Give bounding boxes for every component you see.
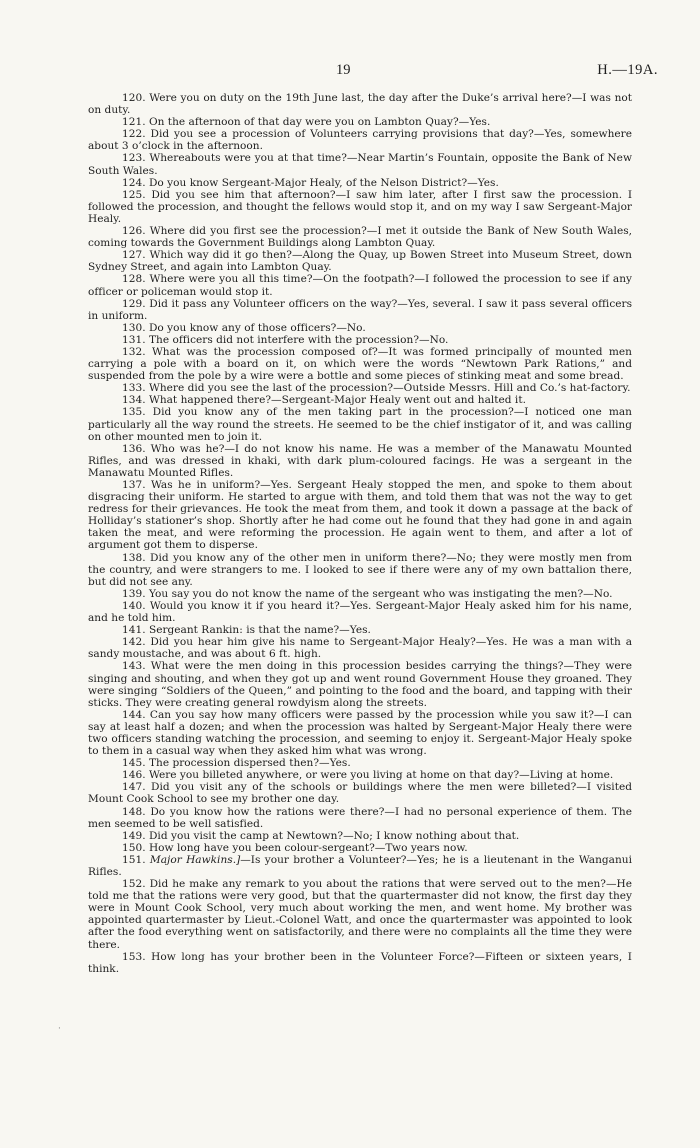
question-number: 148. (122, 805, 146, 818)
question-answer-text: Whereabouts were you at that time?—Near Martin’s Fountain, opposite the Bank of New South Wales. (88, 152, 632, 177)
testimony-entry (88, 322, 632, 334)
testimony-entry (88, 346, 632, 382)
question-number: 151. (122, 853, 146, 866)
question-number: 146. (122, 769, 146, 782)
question-answer-text: Did you know any of the other men in uniform there?—No; they were mostly men from the country, and were strangers to me. I looked to see if there were any of my own battalion there, but did not see any. (88, 551, 633, 588)
question-number: 125. (122, 188, 146, 201)
testimony-entry (88, 382, 632, 394)
question-answer-text: Did you hear him give his name to Sergeant-Major Healy?—Yes. He was a man with a sandy moustache, and was about 6 ft. high. (88, 636, 632, 661)
question-answer-text: Did you visit the camp at Newtown?—No; I know nothing about that. (148, 829, 520, 842)
question-answer-text: Can you say how many officers were passed by the procession while you saw it?—I can say at least half a dozen; and when the procession was halted by Sergeant-Major Healy there were two officers standing watching the procession, and seeming to enjoy it. Sergeant-Major Healy spoke to them in a casual way when they asked him what was wrong. (88, 708, 632, 758)
testimony-entry (88, 878, 632, 951)
question-number: 145. (122, 757, 146, 770)
question-number: 150. (122, 841, 146, 854)
question-answer-text: Do you know any of those officers?—No. (148, 321, 366, 334)
question-answer-text: Do you know Sergeant-Major Healy, of the Nelson District?—Yes. (148, 176, 499, 189)
testimony-entry (88, 781, 632, 805)
question-answer-text: Do you know how the rations were there?—I had no personal experience of them. The men seemed to be well satisfied. (88, 805, 632, 830)
question-number: 143. (122, 660, 146, 673)
testimony-entry (88, 249, 632, 273)
question-answer-text: Was he in uniform?—Yes. Sergeant Healy stopped the men, and spoke to them about disgracing their uniform. He started to argue with them, and told them that was not the way to get redress for their grievances. He took the meat from them, and took it down a passage at the back of Holliday’s stationer’s shop. Shortly after he had come out he found that they had gone in and again taken the meat, and were reforming the procession. He again went to them, and after a lot of argument got them to disperse. (88, 479, 632, 552)
testimony-entry (88, 806, 632, 830)
question-number: 132. (122, 345, 146, 358)
testimony-entry (88, 225, 632, 249)
question-number: 135. (122, 406, 146, 419)
question-answer-text: Did you see a procession of Volunteers carrying provisions that day?—Yes, somewhere about 3 o’clock in the afternoon. (88, 128, 632, 153)
testimony-body (88, 92, 632, 975)
testimony-entry (88, 624, 632, 636)
question-number: 120. (122, 92, 146, 104)
question-number: 133. (122, 382, 146, 395)
testimony-entry (88, 588, 632, 600)
testimony-entry (88, 406, 632, 442)
question-number: 126. (122, 225, 146, 238)
question-answer-text: On the afternoon of that day were you on Lambton Quay?—Yes. (148, 116, 491, 129)
testimony-entry (88, 152, 632, 176)
question-answer-text: Sergeant Rankin: is that the name?—Yes. (148, 624, 371, 637)
question-number: 128. (122, 273, 146, 286)
testimony-entry (88, 600, 632, 624)
question-answer-text: What happened there?—Sergeant-Major Healy went out and halted it. (148, 394, 526, 407)
testimony-entry (88, 854, 632, 878)
testimony-entry (88, 757, 632, 769)
testimony-entry (88, 830, 632, 842)
testimony-entry (88, 842, 632, 854)
question-answer-text: Did you see him that afternoon?—I saw him later, after I first saw the procession. I followed the procession, and thought the fellows would stop it, and on my way I saw Sergeant-Major Healy. (88, 188, 633, 225)
question-number: 152. (122, 878, 146, 891)
question-answer-text: Where did you first see the procession?—I met it outside the Bank of New South Wales, coming towards the Government Buildings along Lambton Quay. (88, 225, 633, 250)
question-answer-text: Were you on duty on the 19th June last, the day after the Duke’s arrival here?—I was not on duty. (88, 92, 633, 117)
testimony-entry (88, 128, 632, 152)
testimony-entry (88, 660, 632, 708)
testimony-entry (88, 709, 632, 757)
question-number: 127. (122, 249, 146, 262)
testimony-entry (88, 92, 632, 116)
testimony-entry (88, 177, 632, 189)
question-number: 144. (122, 708, 146, 721)
document-reference: H.—19A. (597, 62, 658, 78)
question-answer-text: Did you visit any of the schools or buildings where the men were billeted?—I visited Mount Cook School to see my brother one day. (88, 781, 632, 806)
question-answer-text: Did he make any remark to you about the rations that were served out to the men?—He told me that the rations were very good, but that the quartermaster did not know, the first day they were in Mount Cook School, very much about working the men, and went home. My brother was appointed quartermaster by Lieut.-Colonel Watt, and once the quartermaster was appointed to look after the food everything went on satisfactorily, and there were no complaints all the time they were there. (88, 878, 632, 951)
question-answer-text: Did you know any of the men taking part in the procession?—I noticed one man particularly all the way round the streets. He seemed to be the chief instigator of it, and was calling on other mounted men to join it. (88, 406, 632, 443)
question-answer-text: Did it pass any Volunteer officers on the way?—Yes, several. I saw it pass several officers in uniform. (88, 297, 633, 322)
question-answer-text: Were you billeted anywhere, or were you living at home on that day?—Living at home. (148, 769, 614, 782)
testimony-entry (88, 116, 632, 128)
question-number: 142. (122, 636, 146, 649)
question-number: 123. (122, 152, 146, 165)
question-number: 121. (122, 116, 146, 129)
testimony-entry (88, 443, 632, 479)
testimony-entry (88, 951, 632, 975)
question-answer-text: How long have you been colour-sergeant?—Two years now. (148, 841, 468, 854)
question-answer-text: What was the procession composed of?—It was formed principally of mounted men carrying a pole with a board on it, on which were the words “Newtown Park Rations,” and suspended from the pole by a wire were a bottle and some pieces of stinking meat and some bread. (88, 345, 632, 383)
question-number: 147. (122, 781, 146, 794)
question-answer-text: Would you know it if you heard it?—Yes. Sergeant-Major Healy asked him for his name, and he told him. (88, 599, 633, 625)
testimony-entry (88, 769, 632, 781)
question-number: 153. (122, 950, 146, 963)
question-number: 149. (122, 829, 146, 842)
question-number: 139. (122, 587, 146, 600)
question-answer-text: Which way did it go then?—Along the Quay, up Bowen Street into Museum Street, down Sydney Street, and again into Lambton Quay. (88, 249, 632, 274)
question-answer-text: What were the men doing in this procession besides carrying the things?—They were singing and shouting, and when they got up and went round Government House they groaned. They were singing “Soldiers of the Queen,” and pointing to the food and the board, and tapping with their sticks. They were creating general rowdyism along the streets. (88, 660, 632, 709)
question-number: 141. (122, 624, 146, 637)
testimony-entry (88, 636, 632, 660)
question-answer-text: Where were you all this time?—On the footpath?—I followed the procession to see if any officer or policeman would stop it. (88, 273, 632, 298)
question-number: 131. (122, 333, 146, 346)
question-answer-text: The officers did not interfere with the procession?—No. (148, 333, 449, 346)
page-number: 19 (336, 62, 351, 78)
question-answer-text: The procession dispersed then?—Yes. (148, 757, 351, 770)
question-number: 129. (122, 297, 146, 310)
question-number: 122. (122, 128, 146, 141)
question-number: 134. (122, 394, 146, 407)
question-number: 137. (122, 479, 146, 491)
testimony-entry (88, 273, 632, 297)
question-number: 138. (122, 551, 146, 564)
question-number: 130. (122, 321, 146, 334)
question-number: 124. (122, 176, 146, 189)
testimony-entry (88, 394, 632, 406)
question-answer-text: —Is your brother a Volunteer?—Yes; he is a lieutenant in the Wanganui Rifles. (88, 853, 633, 878)
margin-mark: · (58, 1024, 61, 1034)
testimony-entry (88, 479, 632, 552)
question-answer-text: Who was he?—I do not know his name. He was a member of the Manawatu Mounted Rifles, and was dressed in khaki, with dark plum-coloured facings. He was a sergeant in the Manawatu Mounted Rifles. (88, 442, 633, 479)
testimony-entry (88, 189, 632, 225)
question-answer-text: You say you do not know the name of the sergeant who was instigating the men?—No. (148, 587, 613, 600)
page-header (0, 62, 700, 82)
question-number: 140. (122, 599, 146, 612)
question-answer-text: Where did you see the last of the procession?—Outside Messrs. Hill and Co.’s hat-factory. (148, 382, 631, 395)
testimony-entry (88, 552, 632, 588)
testimony-entry (88, 334, 632, 346)
question-answer-text: How long has your brother been in the Volunteer Force?—Fifteen or sixteen years, I think. (88, 950, 632, 975)
testimony-entry (88, 298, 632, 322)
question-number: 136. (122, 442, 146, 455)
speaker-name: Major Hawkins.] (149, 853, 241, 866)
